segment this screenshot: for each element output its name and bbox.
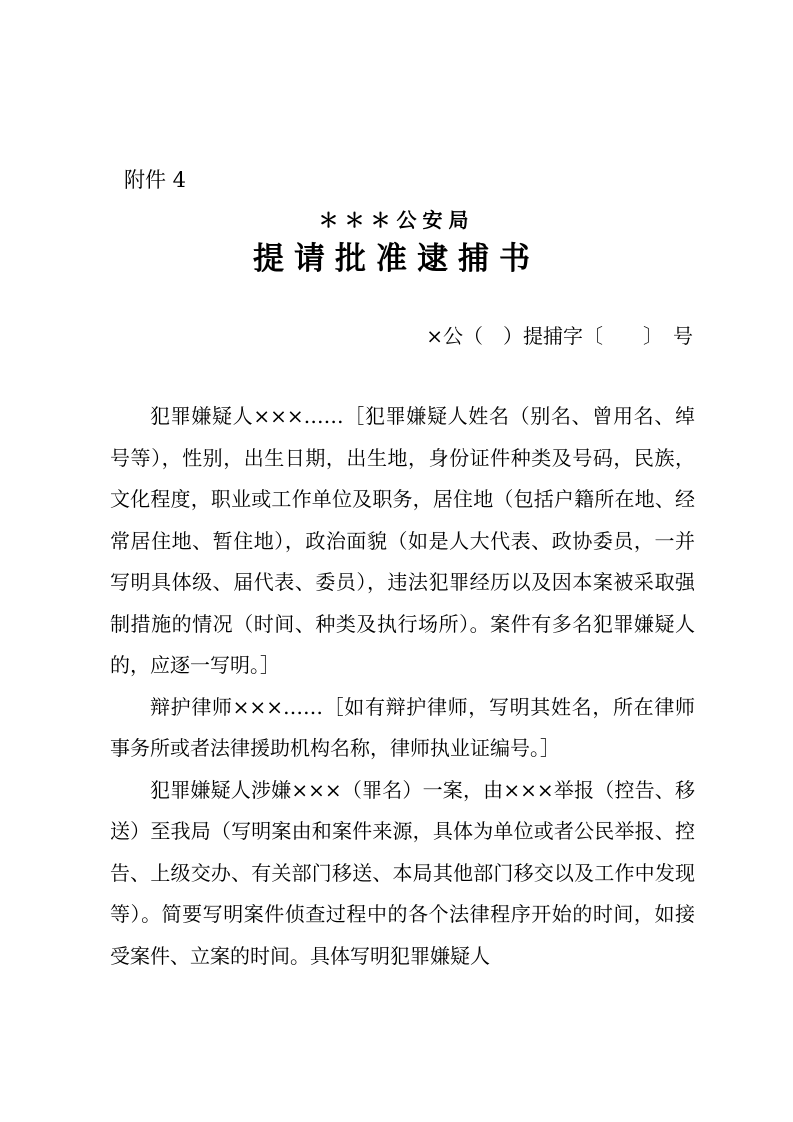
document-body [110, 396, 695, 977]
case-facts-paragraph: 犯罪嫌疑人涉嫌×××（罪名）一案，由×××举报（控告、移送）至我局（写明案由和案件来源，具体为单位或者公民举报、控告、上级交办、有关部门移送、本局其他部门移交以及工作中发现等）。简要写明案件侦查过程中的各个法律程序开始的时间，如接受案件、立案的时间。具体写明犯罪嫌疑人 [110, 777, 695, 968]
document-title: 提请批准逮捕书 [253, 241, 540, 277]
document-number: ×公（ ）提捕字〔 〕 号 [426, 324, 693, 348]
agency-name: ＊＊＊公安局 [318, 208, 475, 232]
defense-lawyer-paragraph: 辩护律师×××……［如有辩护律师，写明其姓名，所在律师事务所或者法律援助机构名称，律师执业证编号。］ [110, 694, 695, 760]
suspect-info-paragraph: 犯罪嫌疑人×××……［犯罪嫌疑人姓名（别名、曾用名、绰号等），性别，出生日期，出生地，身份证件种类及号码，民族，文化程度，职业或工作单位及职务，居住地（包括户籍所在地、经常居住地、暂住地），政治面貌（如是人大代表、政协委员，一并写明具体级、届代表、委员），违法犯罪经历以及因本案被采取强制措施的情况（时间、种类及执行场所）。案件有多名犯罪嫌疑人的，应逐一写明。］ [110, 404, 695, 677]
attachment-label: 附件 4 [124, 168, 187, 192]
